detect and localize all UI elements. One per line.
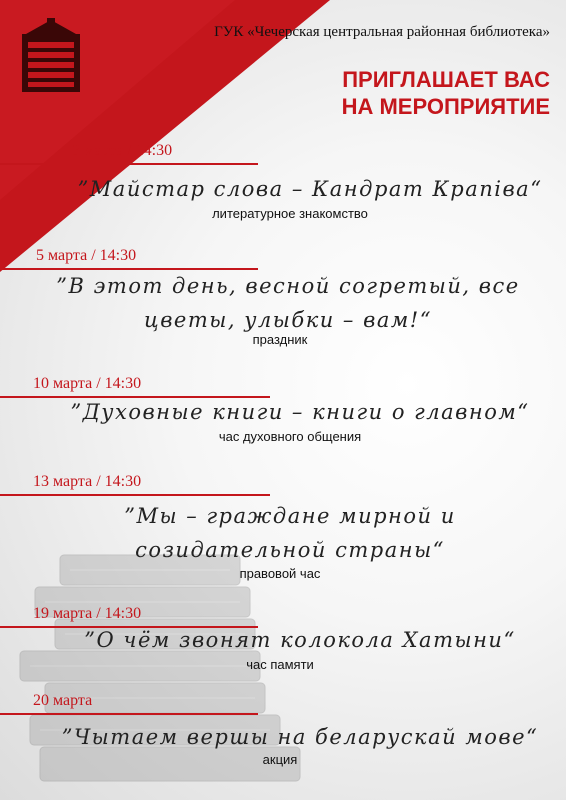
event-title: ”Майстар слова – Кандрат Крапіва“ (77, 177, 543, 201)
event-date: 5 марта / 14:30 (36, 247, 137, 264)
event-type: час памяти (246, 657, 314, 672)
event-title: ”В этот день, весной согретый, все цветы, улыбки – вам!“ (56, 274, 520, 332)
event-date: 10 марта / 14:30 (33, 375, 142, 392)
event-divider (0, 163, 258, 165)
event-type: праздник (252, 332, 308, 347)
headline-line-2: НА МЕРОПРИЯТИЕ (341, 94, 550, 119)
event-date: 3 марта / 14:30 (72, 142, 173, 159)
event-date: 19 марта / 14:30 (33, 605, 142, 622)
event-divider (0, 494, 270, 496)
event-type: правовой час (239, 566, 321, 581)
event-title: ”Чытаем вершы на беларускай мове“ (61, 725, 539, 749)
invitation-headline (300, 66, 550, 120)
event-title: ”О чём звонят колокола Хатыни“ (84, 628, 516, 652)
event-divider (0, 713, 258, 715)
headline-line-1: ПРИГЛАШАЕТ ВАС (342, 67, 550, 92)
event-date: 13 марта / 14:30 (33, 473, 142, 490)
event-date: 20 марта (33, 692, 93, 709)
event-type: литературное знакомство (212, 206, 368, 221)
event-title: ”Духовные книги – книги о главном“ (70, 400, 530, 424)
library-logo (20, 18, 82, 94)
event-type: час духовного общения (218, 429, 362, 444)
event-type: акция (262, 752, 298, 767)
organization-name: ГУК «Чечерская центральная районная библиотека» (214, 24, 550, 40)
event-title: ”Мы – граждане мирной и созидательной страны“ (124, 504, 456, 562)
